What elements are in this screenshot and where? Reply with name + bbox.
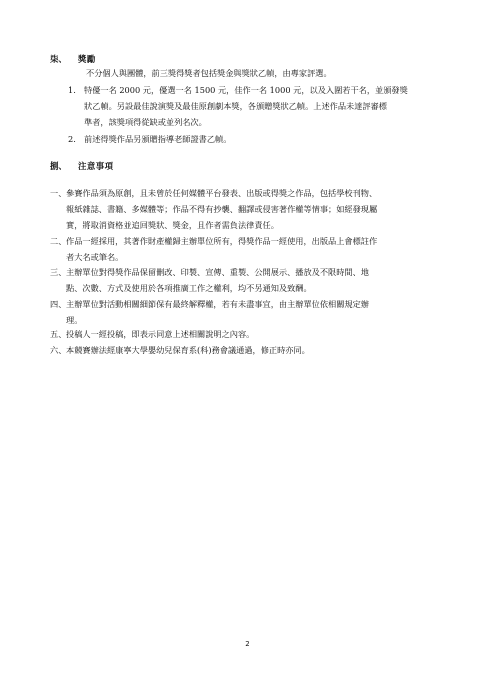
- list-marker: 六、: [50, 345, 67, 355]
- list-marker: 四、: [50, 299, 67, 309]
- list-item-line: 參賽作品須為原創，且未曾於任何媒體平台發表、出版或得獎之作品，包括學校刊物、: [66, 188, 378, 198]
- section-heading-notes: [50, 160, 114, 172]
- list-item-line: 投稿人一經投稿，即表示同意上述相關說明之內容。: [66, 329, 255, 339]
- list-item-line: 報紙雜誌、書籍、多媒體等；作品不得有抄襲、翻譯或侵害著作權等情事；如經發現屬: [66, 204, 378, 214]
- section-heading-awards: [50, 53, 96, 65]
- section-title: 獎勵: [78, 54, 96, 64]
- list-item-line: 者大名或筆名。: [66, 252, 124, 262]
- list-marker: 五、: [50, 329, 67, 339]
- list-item-line: 作品一經採用，其著作財產權歸主辦單位所有，得獎作品一經使用，出版品上會標註作: [66, 236, 378, 246]
- list-item-line: 本競賽辦法經康寧大學嬰幼兒保育系(科)務會議通過，修正時亦同。: [66, 345, 310, 355]
- list-item-line: 實，將取消資格並追回獎狀、獎金，且作者需負法律責任。: [66, 220, 279, 230]
- list-item-line: 主辦單位對得獎作品保留刪改、印製、宣傳、重製、公開展示、播放及不限時間、地: [66, 267, 369, 277]
- section-number: 捌、: [50, 161, 67, 171]
- page-number: 2: [245, 640, 250, 648]
- list-marker: 二、: [50, 236, 67, 246]
- list-item-line: 主辦單位對活動相關細節保有最終解釋權，若有未盡事宜，由主辦單位依相關規定辦: [66, 299, 369, 309]
- list-marker: 一、: [50, 188, 67, 198]
- list-item-line: 特優一名 2000 元，優選一名 1500 元，佳作一名 1000 元，以及入圍若干名，並頒發獎: [84, 85, 408, 95]
- section-title: 注意事項: [78, 161, 114, 171]
- list-marker: 1.: [68, 85, 76, 95]
- section-number: 柒、: [50, 54, 67, 64]
- list-item-line: 狀乙幀。另設最佳說演獎及最佳原創劇本獎，各頒贈獎狀乙幀。上述作品未達評審標: [84, 101, 387, 111]
- list-marker: 三、: [50, 267, 67, 277]
- list-marker: 2.: [68, 134, 76, 144]
- list-item-line: 點、次數、方式及使用於各項推廣工作之權利，均不另通知及致酬。: [66, 283, 312, 293]
- list-item-line: 準者，該獎項得從缺或並列名次。: [84, 117, 207, 127]
- list-item-line: 理。: [66, 315, 83, 325]
- awards-intro: 不分個人與團體，前三獎得獎者包括獎金與獎狀乙幀，由專家評選。: [86, 68, 332, 78]
- list-item-line: 前述得獎作品另頒贈指導老師證書乙幀。: [84, 134, 232, 144]
